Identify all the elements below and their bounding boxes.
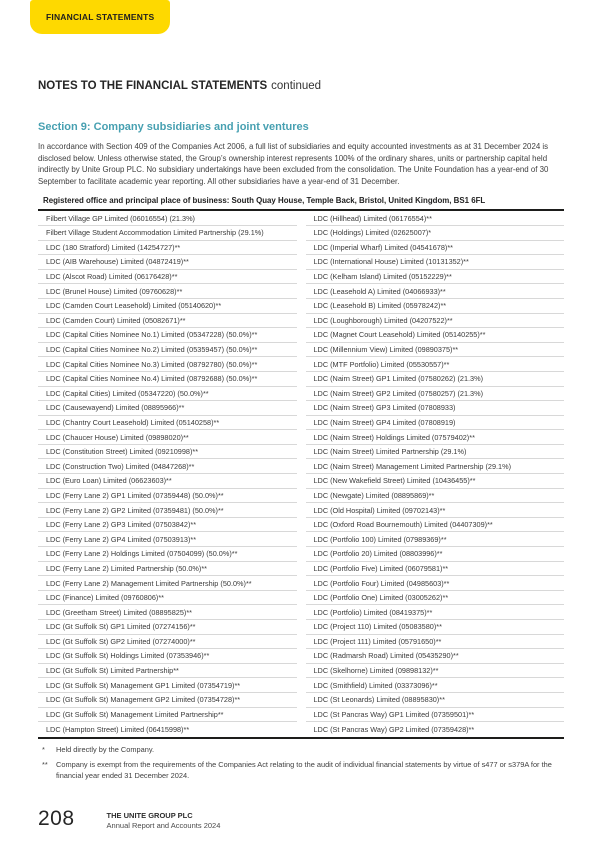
footer-meta [107,808,221,830]
footnote [38,760,564,781]
company-entry: Filbert Village Student Accommodation Limited Partnership (29.1%) [46,228,264,238]
table-row [38,649,297,664]
table-row [38,591,297,606]
table-row [38,605,297,620]
table-row [306,693,565,708]
company-entry: LDC (Oxford Road Bournemouth) Limited (04407309)** [313,520,493,530]
company-entry: LDC (Hillhead) Limited (06176554)** [313,213,432,223]
table-row [38,357,297,372]
company-entry: LDC (Portfolio Four) Limited (04985603)** [313,578,450,588]
footer-report-name: Annual Report and Accounts 2024 [106,820,221,830]
company-entry: LDC (Kelham Island) Limited (05152229)** [313,272,452,282]
company-entry: LDC (Capital Cities Nominee No.3) Limited (08792780) (50.0%)** [46,359,258,369]
table-row [306,255,565,270]
table-row [306,299,565,314]
table-row [38,489,297,504]
company-entry: LDC (Ferry Lane 2) Management Limited Partnership (50.0%)** [46,578,252,588]
company-entry: LDC (Gt Suffolk St) GP1 Limited (07274156)** [46,622,196,632]
company-entry: LDC (Old Hospital) Limited (09702143)** [313,505,446,515]
table-row [306,343,565,358]
table-row [306,270,565,285]
company-entry: LDC (Hampton Street) Limited (06415998)** [46,724,190,734]
company-entry: LDC (Euro Loan) Limited (06623603)** [46,476,172,486]
table-row [38,284,297,299]
table-row [38,226,297,241]
company-entry: LDC (Capital Cities Nominee No.1) Limited (05347228) (50.0%)** [46,330,258,340]
company-entry: LDC (International House) Limited (10131352)** [313,257,469,267]
subsidiaries-table [38,209,564,738]
table-row [38,532,297,547]
company-entry: LDC (Portfolio) Limited (08419375)** [313,607,433,617]
table-row [306,532,565,547]
company-entry: LDC (Finance) Limited (09760806)** [46,593,165,603]
table-row [38,693,297,708]
table-row [38,620,297,635]
table-row [306,445,565,460]
company-entry: LDC (Nairn Street) Holdings Limited (07579402)** [313,432,475,442]
table-row [306,708,565,723]
table-row [306,211,565,226]
table-row [38,387,297,402]
company-entry: LDC (Portfolio 20) Limited (08803996)** [313,549,443,559]
company-entry: LDC (Capital Cities Nominee No.2) Limited (05359457) (50.0%)** [46,345,258,355]
table-row [306,503,565,518]
table-row [38,416,297,431]
table-row [306,387,565,402]
company-entry: Filbert Village GP Limited (06016554) (21.3%) [46,213,195,223]
company-entry: LDC (Ferry Lane 2) GP1 Limited (07359448) (50.0%)** [46,490,224,500]
page-title [38,80,564,92]
table-row [306,678,565,693]
table-row [306,241,565,256]
company-entry: LDC (Ferry Lane 2) GP4 Limited (07503913)** [46,534,197,544]
table-row [306,547,565,562]
table-row [38,635,297,650]
table-row [38,664,297,679]
company-entry: LDC (Nairn Street) Limited Partnership (29.1%) [313,447,467,457]
company-entry: LDC (Nairn Street) GP4 Limited (07808919) [313,417,456,427]
company-entry: LDC (Leasehold A) Limited (04066933)** [313,286,446,296]
table-row [38,299,297,314]
section-tab-badge [30,0,170,34]
company-entry: LDC (Nairn Street) GP3 Limited (07808933) [313,403,456,413]
table-row [306,722,565,737]
table-row [306,664,565,679]
company-entry: LDC (Imperial Wharf) Limited (04541678)** [313,242,454,252]
intro-paragraph: In accordance with Section 409 of the Companies Act 2006, a full list of subsidiaries and equity accounted investments as at 31 December 2024 is disclosed below. Unless otherwise stated, the Group’s ownership interest represents 100% of the ordinary shares, units or partnership capital held indirectly by Unite Group PLC. No subsidiary undertakings have been excluded from the consolidation. The Unite Foundation has a year-end of 30 September to facilitate academic year reporting. All other subsidiaries have a year-end of 31 December. [38,142,549,186]
table-row [38,328,297,343]
table-row [38,708,297,723]
table-row [306,620,565,635]
section-tab-label: FINANCIAL STATEMENTS [46,12,155,22]
section-heading: Section 9: Company subsidiaries and joint ventures [38,121,309,133]
footnote-text: Company is exempt from the requirements of the Companies Act relating to the audit of individual financial statements by virtue of s477 or s379A for the financial year ended 31 December 2024. [56,760,552,780]
table-row [38,430,297,445]
footnotes [38,745,564,782]
company-entry: LDC (Capital Cities Nominee No.4) Limited (08792688) (50.0%)** [46,374,258,384]
company-entry: LDC (Gt Suffolk St) Management GP2 Limited (07354728)** [46,695,241,705]
table-row [38,314,297,329]
table-row [306,562,565,577]
table-row [306,372,565,387]
company-entry: LDC (MTF Portfolio) Limited (05530557)** [313,359,450,369]
table-row [306,284,565,299]
company-entry: LDC (Gt Suffolk St) Limited Partnership** [46,666,179,676]
table-row [38,459,297,474]
table-row [38,445,297,460]
company-entry: LDC (Camden Court Leasehold) Limited (05140620)** [46,301,222,311]
company-entry: LDC (Leasehold B) Limited (05978242)** [313,301,447,311]
table-header: Registered office and principal place of business: South Quay House, Temple Back, Bristol, United Kingdom, BS1 6FL [43,196,486,206]
company-entry: LDC (Magnet Court Leasehold) Limited (05140255)** [313,330,486,340]
page-title-main: NOTES TO THE FINANCIAL STATEMENTS [38,80,268,92]
table-row [306,357,565,372]
company-entry: LDC (St Pancras Way) GP1 Limited (07359501)** [313,709,475,719]
company-entry: LDC (Millennium View) Limited (09890375)** [313,345,459,355]
company-entry: LDC (Camden Court) Limited (05082671)** [46,315,186,325]
company-entry: LDC (Portfolio 100) Limited (07989369)** [313,534,447,544]
table-row [306,518,565,533]
company-entry: LDC (Causewayend) Limited (08895966)** [46,403,185,413]
table-row [306,416,565,431]
table-row [38,474,297,489]
table-row [306,649,565,664]
table-row [38,576,297,591]
footnote-text: Held directly by the Company. [56,744,155,754]
company-entry: LDC (Capital Cities) Limited (05347220) (50.0%)** [46,388,209,398]
table-row [38,518,297,533]
table-row [306,459,565,474]
company-entry: LDC (Constitution Street) Limited (09210998)** [46,447,199,457]
company-entry: LDC (AIB Warehouse) Limited (04872419)** [46,257,189,267]
company-entry: LDC (Newgate) Limited (08895869)** [313,490,435,500]
table-row [38,401,297,416]
company-entry: LDC (Skelhorne) Limited (09898132)** [313,666,439,676]
table-row [38,722,297,737]
footer-company-name: THE UNITE GROUP PLC [106,811,193,820]
company-entry: LDC (St Pancras Way) GP2 Limited (07359428)** [313,724,475,734]
table-row [306,605,565,620]
company-entry: LDC (Radmarsh Road) Limited (05435290)** [313,651,459,661]
company-entry: LDC (180 Stratford) Limited (14254727)** [46,242,181,252]
table-row [306,314,565,329]
table-row [306,430,565,445]
footnote [38,745,564,756]
company-entry: LDC (Ferry Lane 2) Limited Partnership (50.0%)** [46,563,208,573]
company-entry: LDC (Ferry Lane 2) GP2 Limited (07359481) (50.0%)** [46,505,224,515]
company-entry: LDC (Smithfield) Limited (03373096)** [313,680,438,690]
company-entry: LDC (Gt Suffolk St) Holdings Limited (07353946)** [46,651,210,661]
footnote-marker: ** [42,760,48,770]
page-number: 208 [38,807,75,830]
table-row [38,678,297,693]
company-entry: LDC (Nairn Street) Management Limited Partnership (29.1%) [313,461,512,471]
table-row [306,489,565,504]
table-row [306,474,565,489]
company-entry: LDC (Gt Suffolk St) GP2 Limited (07274000)** [46,636,196,646]
company-entry: LDC (Ferry Lane 2) GP3 Limited (07503842)** [46,520,197,530]
table-row [306,226,565,241]
table-row [38,211,297,226]
company-entry: LDC (Chantry Court Leasehold) Limited (05140258)** [46,417,220,427]
page-footer [38,808,220,830]
company-entry: LDC (Nairn Street) GP1 Limited (07580262) (21.3%) [313,374,484,384]
table-row [306,576,565,591]
page-title-suffix: continued [271,80,322,92]
table-row [38,547,297,562]
table-row [306,401,565,416]
table-column-left [38,211,297,736]
table-row [38,241,297,256]
table-row [38,255,297,270]
table-row [38,372,297,387]
company-entry: LDC (Brunel House) Limited (09760628)** [46,286,183,296]
table-row [306,591,565,606]
footnote-marker: * [42,744,45,754]
table-row [38,562,297,577]
company-entry: LDC (Chaucer House) Limited (09898020)** [46,432,189,442]
company-entry: LDC (Holdings) Limited (02625007)* [313,228,432,238]
company-entry: LDC (St Leonards) Limited (08895830)** [313,695,445,705]
company-entry: LDC (Alscot Road) Limited (06176428)** [46,272,178,282]
company-entry: LDC (New Wakefield Street) Limited (10436455)** [313,476,476,486]
company-entry: LDC (Greetham Street) Limited (08895825)** [46,607,193,617]
company-entry: LDC (Nairn Street) GP2 Limited (07580257) (21.3%) [313,388,484,398]
company-entry: LDC (Loughborough) Limited (04207522)** [313,315,453,325]
company-entry: LDC (Project 110) Limited (05083580)** [313,622,442,632]
company-entry: LDC (Portfolio One) Limited (03005262)** [313,593,449,603]
table-column-right [306,211,565,736]
table-row [306,635,565,650]
table-row [306,328,565,343]
company-entry: LDC (Gt Suffolk St) Management Limited Partnership** [46,709,224,719]
company-entry: LDC (Project 111) Limited (05791650)** [313,636,442,646]
table-row [38,503,297,518]
company-entry: LDC (Portfolio Five) Limited (06079581)** [313,563,449,573]
company-entry: LDC (Ferry Lane 2) Holdings Limited (07504099) (50.0%)** [46,549,238,559]
table-row [38,270,297,285]
company-entry: LDC (Gt Suffolk St) Management GP1 Limited (07354719)** [46,680,241,690]
company-entry: LDC (Construction Two) Limited (04847268)** [46,461,195,471]
table-row [38,343,297,358]
